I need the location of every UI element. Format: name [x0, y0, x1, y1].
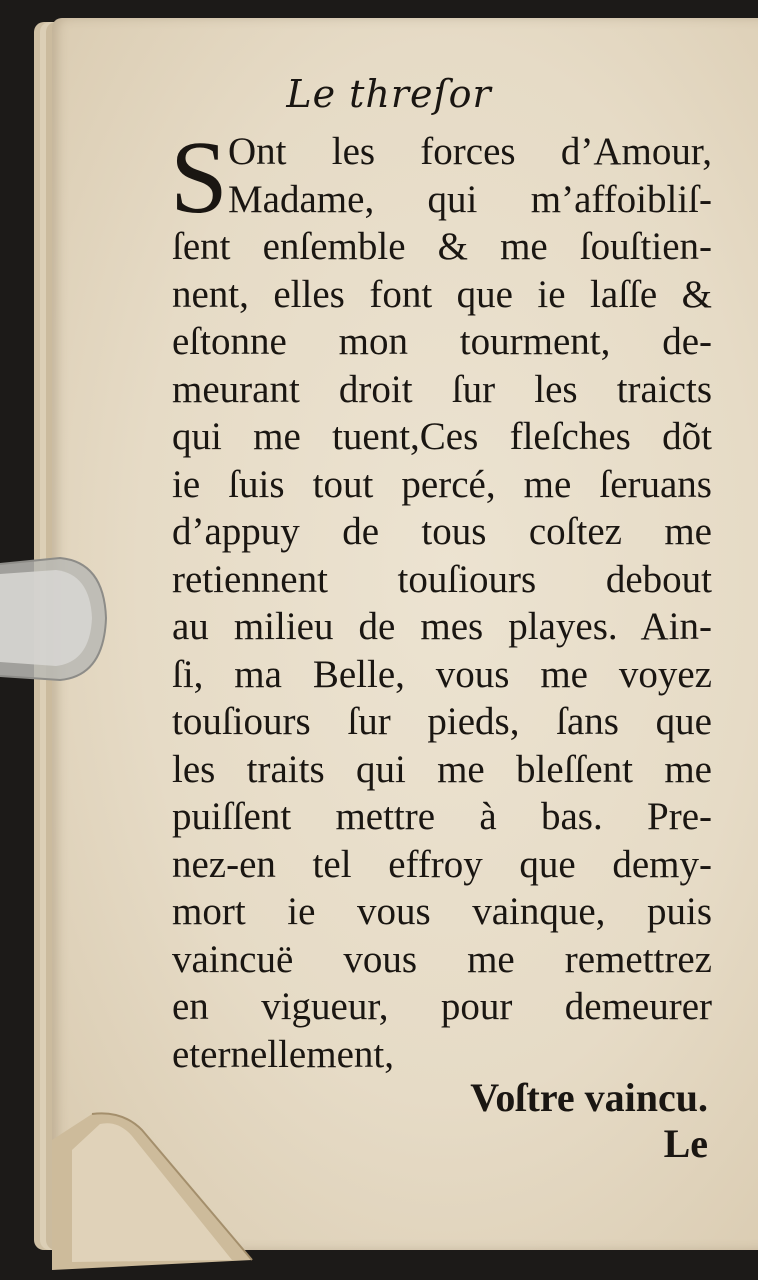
- text-line: Madame, qui m’affoibliſ-: [228, 177, 712, 221]
- text-line: nent, elles font que ie laſſe &: [172, 272, 712, 316]
- text-line: les traits qui me bleſſent me: [172, 747, 712, 791]
- text-line: meurant droit ſur les traicts: [172, 367, 712, 411]
- page-clip: [0, 556, 108, 682]
- running-head: Le threſor: [286, 72, 492, 116]
- text-line: puiſſent mettre à bas. Pre-: [172, 795, 712, 838]
- text-line: ſent enſemble & me ſouſtien-: [172, 225, 712, 268]
- text-line: mort ie vous vainque, puis: [172, 890, 712, 933]
- text-line: nez-en tel effroy que demy-: [172, 842, 712, 886]
- catchword: Le: [663, 1121, 708, 1166]
- text-line: eſtonne mon tourment, de-: [172, 320, 712, 363]
- text-line: vaincuë vous me remettrez: [172, 937, 712, 981]
- text-line: d’appuy de tous coſtez me: [172, 510, 712, 553]
- text-line: ſi, ma Belle, vous me voyez: [172, 652, 712, 696]
- text-line: en vigueur, pour demeurer: [172, 985, 712, 1028]
- text-line: Ont les forces d’Amour,: [228, 130, 712, 173]
- body-text: [170, 120, 712, 1078]
- signature: Voſtre vaincu.: [470, 1075, 708, 1120]
- text-line: eternellement,: [172, 1032, 394, 1076]
- text-line: ie ſuis tout percé, me ſeruans: [172, 462, 712, 506]
- text-line: au milieu de mes playes. Ain-: [172, 605, 712, 648]
- text-line: retiennent touſiours debout: [172, 557, 712, 601]
- drop-cap: S: [170, 120, 228, 235]
- text-line: qui me tuent,Ces fleſches dõt: [172, 415, 712, 458]
- text-line: touſiours ſur pieds, ſans que: [172, 700, 712, 743]
